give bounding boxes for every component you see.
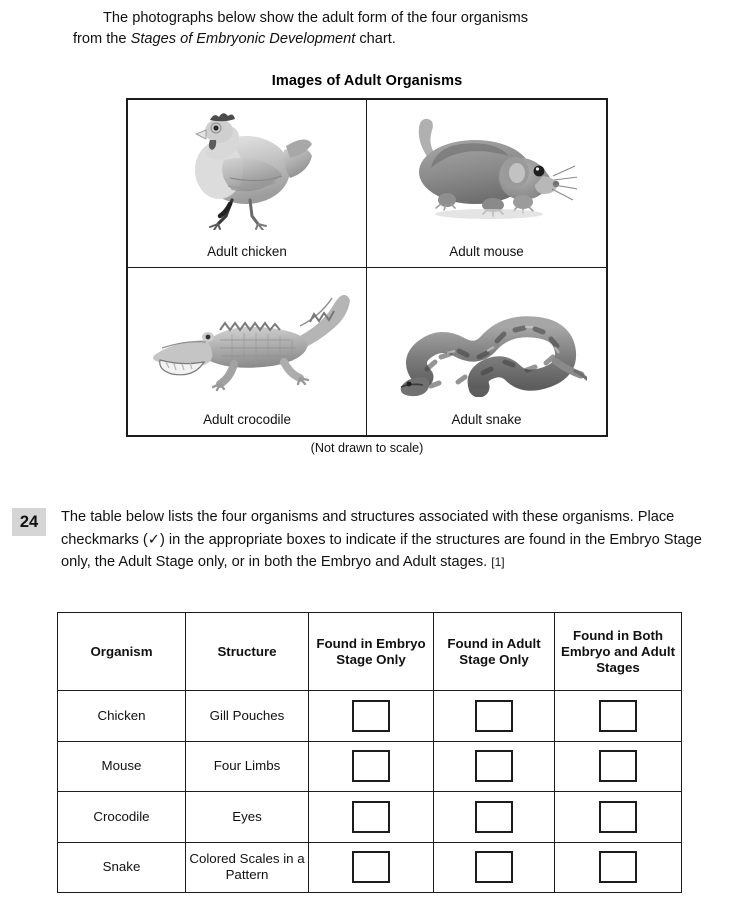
question-number-badge: 24: [12, 508, 46, 536]
question-text: [61, 506, 721, 574]
table-row: [58, 842, 682, 893]
figure-title: Images of Adult Organisms: [271, 73, 463, 89]
caption-snake: Adult snake: [451, 412, 522, 427]
question-marks: [1]: [491, 555, 505, 569]
checkbox-snake-both-stages[interactable]: [599, 851, 637, 883]
cell-adult-only: [434, 842, 555, 893]
cell-embryo-only: [309, 691, 434, 742]
checkbox-mouse-adult-only[interactable]: [475, 750, 513, 782]
cell-adult-only: [434, 792, 555, 843]
checkbox-crocodile-embryo-only[interactable]: [352, 801, 390, 833]
caption-crocodile: Adult crocodile: [203, 412, 291, 427]
checkbox-mouse-both-stages[interactable]: [599, 750, 637, 782]
cell-both-stages: [555, 741, 682, 792]
chicken-photo: [128, 100, 366, 238]
caption-chicken: Adult chicken: [207, 243, 287, 259]
cell-both-stages: [555, 792, 682, 843]
crocodile-photo: [128, 268, 366, 407]
organism-cell-snake: [367, 268, 606, 436]
cell-both-stages: [555, 691, 682, 742]
organism-structure-table: [57, 612, 682, 893]
header-organism: Organism: [58, 613, 186, 691]
cell-organism: Mouse: [58, 741, 186, 792]
checkbox-mouse-embryo-only[interactable]: [352, 750, 390, 782]
caption-mouse: Adult mouse: [449, 243, 524, 259]
adult-organisms-image-grid: [126, 98, 608, 437]
header-embryo-only: Found in Embryo Stage Only: [309, 613, 434, 691]
cell-adult-only: [434, 691, 555, 742]
organism-cell-chicken: [128, 100, 367, 268]
checkbox-crocodile-both-stages[interactable]: [599, 801, 637, 833]
checkbox-snake-embryo-only[interactable]: [352, 851, 390, 883]
checkbox-chicken-embryo-only[interactable]: [352, 700, 390, 732]
cell-structure: Colored Scales in a Pattern: [186, 842, 309, 893]
checkbox-chicken-both-stages[interactable]: [599, 700, 637, 732]
cell-embryo-only: [309, 741, 434, 792]
header-both-stages: Found in Both Embryo and Adult Stages: [555, 613, 682, 691]
intro-line-2-suffix: chart.: [355, 31, 396, 47]
table-row: [58, 741, 682, 792]
cell-embryo-only: [309, 842, 434, 893]
cell-both-stages: [555, 842, 682, 893]
intro-line-2-prefix: from the: [73, 31, 131, 47]
checkbox-chicken-adult-only[interactable]: [475, 700, 513, 732]
intro-paragraph: [73, 8, 673, 50]
not-to-scale-note: (Not drawn to scale): [310, 441, 424, 455]
organism-cell-crocodile: [128, 268, 367, 436]
table-row: [58, 792, 682, 843]
cell-adult-only: [434, 741, 555, 792]
cell-structure: Eyes: [186, 792, 309, 843]
chart-title-reference: Stages of Embryonic Development: [130, 31, 356, 47]
cell-organism: Crocodile: [58, 792, 186, 843]
question-body: The table below lists the four organisms and structures associated with these organisms. Place checkmarks (✓) in the appropriate boxes to indicate if the structures are found in the Embryo Stage only, the Adult Stage only, or in both the Embryo and Adult stages.: [61, 509, 702, 570]
checkbox-crocodile-adult-only[interactable]: [475, 801, 513, 833]
header-structure: Structure: [186, 613, 309, 691]
cell-structure: Gill Pouches: [186, 691, 309, 742]
header-adult-only: Found in Adult Stage Only: [434, 613, 555, 691]
cell-organism: Snake: [58, 842, 186, 893]
table-header-row: [58, 613, 682, 691]
organism-cell-mouse: [367, 100, 606, 268]
cell-structure: Four Limbs: [186, 741, 309, 792]
intro-line-1: The photographs below show the adult form of the four organisms: [103, 10, 529, 26]
checkbox-snake-adult-only[interactable]: [475, 851, 513, 883]
cell-organism: Chicken: [58, 691, 186, 742]
cell-embryo-only: [309, 792, 434, 843]
table-row: [58, 691, 682, 742]
snake-photo: [367, 268, 606, 407]
mouse-photo: [367, 100, 606, 238]
